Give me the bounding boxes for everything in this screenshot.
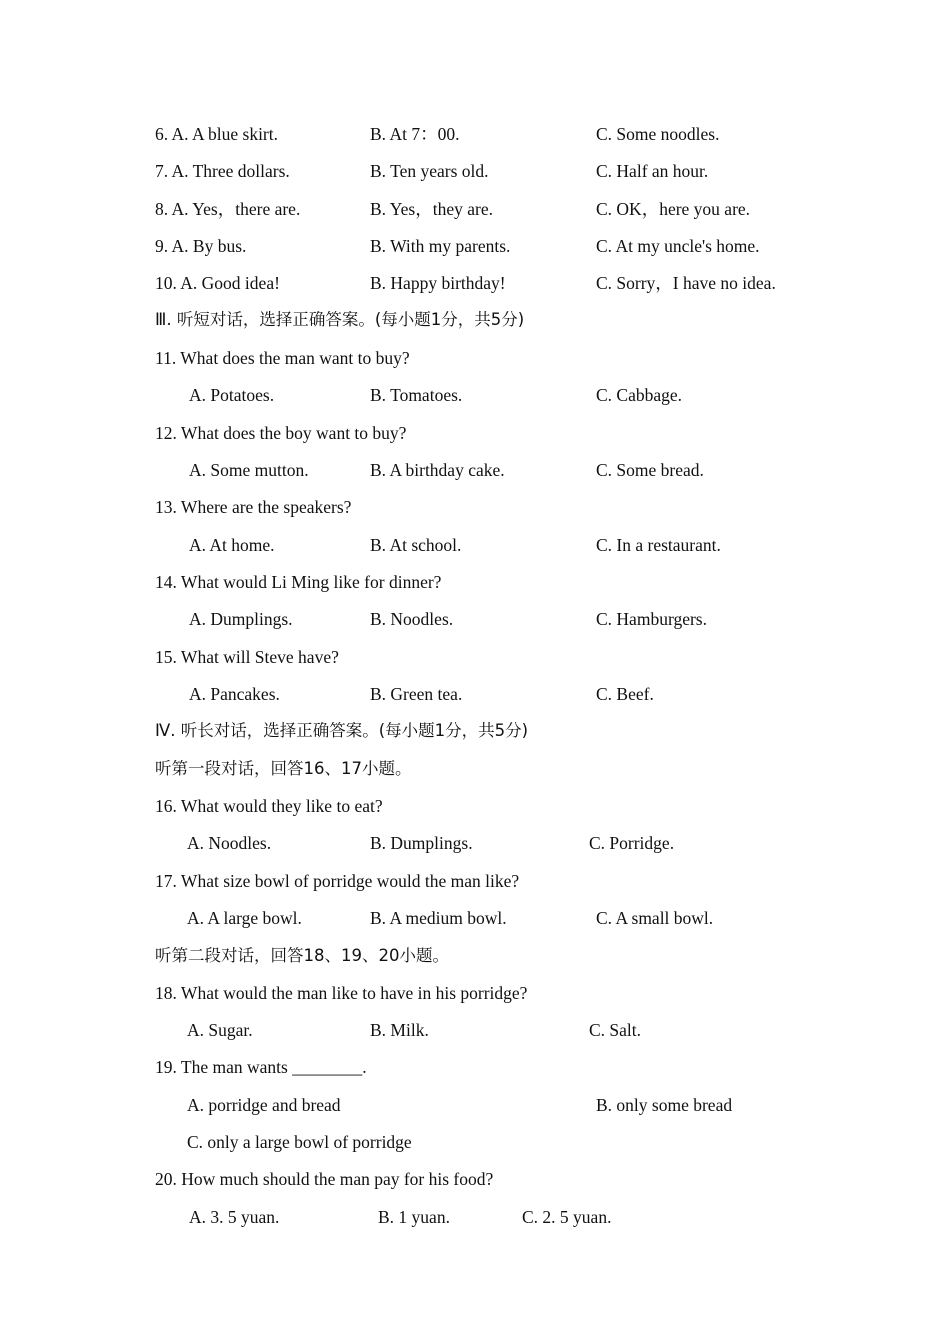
q13-option-a: A. At home.	[189, 535, 275, 555]
q15-option-b: B. Green tea.	[370, 684, 463, 704]
q20-option-a: A. 3. 5 yuan.	[189, 1207, 280, 1227]
q7-option-a: 7. A. Three dollars.	[155, 161, 290, 181]
section4-heading: Ⅳ. 听长对话，选择正确答案。(每小题1分，共5分)	[155, 721, 529, 740]
q14-question: 14. What would Li Ming like for dinner?	[155, 572, 442, 592]
q18-option-a: A. Sugar.	[187, 1020, 253, 1040]
q17-question: 17. What size bowl of porridge would the man like?	[155, 871, 520, 891]
q11-option-c: C. Cabbage.	[596, 385, 683, 405]
q17-option-a: A. A large bowl.	[187, 908, 302, 928]
q7-option-c: C. Half an hour.	[596, 161, 709, 181]
q12-option-b: B. A birthday cake.	[370, 460, 505, 480]
q16-option-b: B. Dumplings.	[370, 833, 473, 853]
q15-option-a: A. Pancakes.	[189, 684, 280, 704]
q11-option-b: B. Tomatoes.	[370, 385, 463, 405]
q19-option-a: A. porridge and bread	[187, 1095, 341, 1115]
q18-question: 18. What would the man like to have in his porridge?	[155, 983, 528, 1003]
q19-option-b: B. only some bread	[596, 1095, 733, 1115]
q8-option-c: C. OK，here you are.	[596, 199, 751, 219]
q13-option-b: B. At school.	[370, 535, 462, 555]
q20-option-b: B. 1 yuan.	[378, 1207, 450, 1227]
part2-intro: 听第二段对话，回答18、19、20小题。	[155, 946, 449, 965]
q20-question: 20. How much should the man pay for his food?	[155, 1169, 494, 1189]
q10-option-c: C. Sorry，I have no idea.	[596, 273, 776, 293]
q17-option-b: B. A medium bowl.	[370, 908, 507, 928]
q9-option-a: 9. A. By bus.	[155, 236, 247, 256]
q6-option-c: C. Some noodles.	[596, 124, 720, 144]
q10-option-b: B. Happy birthday!	[370, 273, 506, 293]
q11-option-a: A. Potatoes.	[189, 385, 275, 405]
section3-heading: Ⅲ. 听短对话，选择正确答案。(每小题1分，共5分)	[155, 310, 525, 329]
q7-option-b: B. Ten years old.	[370, 161, 489, 181]
q13-option-c: C. In a restaurant.	[596, 535, 721, 555]
q9-option-c: C. At my uncle's home.	[596, 236, 760, 256]
q19-option-c: C. only a large bowl of porridge	[187, 1132, 412, 1152]
q6-option-a: 6. A. A blue skirt.	[155, 124, 278, 144]
q15-option-c: C. Beef.	[596, 684, 654, 704]
q14-option-c: C. Hamburgers.	[596, 609, 707, 629]
q20-option-c: C. 2. 5 yuan.	[522, 1207, 612, 1227]
q9-option-b: B. With my parents.	[370, 236, 511, 256]
q8-option-a: 8. A. Yes，there are.	[155, 199, 301, 219]
q12-question: 12. What does the boy want to buy?	[155, 423, 407, 443]
part1-intro: 听第一段对话，回答16、17小题。	[155, 759, 412, 778]
q14-option-b: B. Noodles.	[370, 609, 454, 629]
q18-option-b: B. Milk.	[370, 1020, 429, 1040]
q12-option-c: C. Some bread.	[596, 460, 704, 480]
q17-option-c: C. A small bowl.	[596, 908, 714, 928]
q10-option-a: 10. A. Good idea!	[155, 273, 280, 293]
q15-question: 15. What will Steve have?	[155, 647, 339, 667]
q8-option-b: B. Yes，they are.	[370, 199, 493, 219]
q16-option-c: C. Porridge.	[589, 833, 675, 853]
q16-question: 16. What would they like to eat?	[155, 796, 383, 816]
q18-option-c: C. Salt.	[589, 1020, 642, 1040]
q12-option-a: A. Some mutton.	[189, 460, 309, 480]
q14-option-a: A. Dumplings.	[189, 609, 293, 629]
q13-question: 13. Where are the speakers?	[155, 497, 352, 517]
q16-option-a: A. Noodles.	[187, 833, 272, 853]
q11-question: 11. What does the man want to buy?	[155, 348, 410, 368]
q6-option-b: B. At 7：00.	[370, 124, 460, 144]
q19-question: 19. The man wants ________.	[155, 1057, 367, 1077]
